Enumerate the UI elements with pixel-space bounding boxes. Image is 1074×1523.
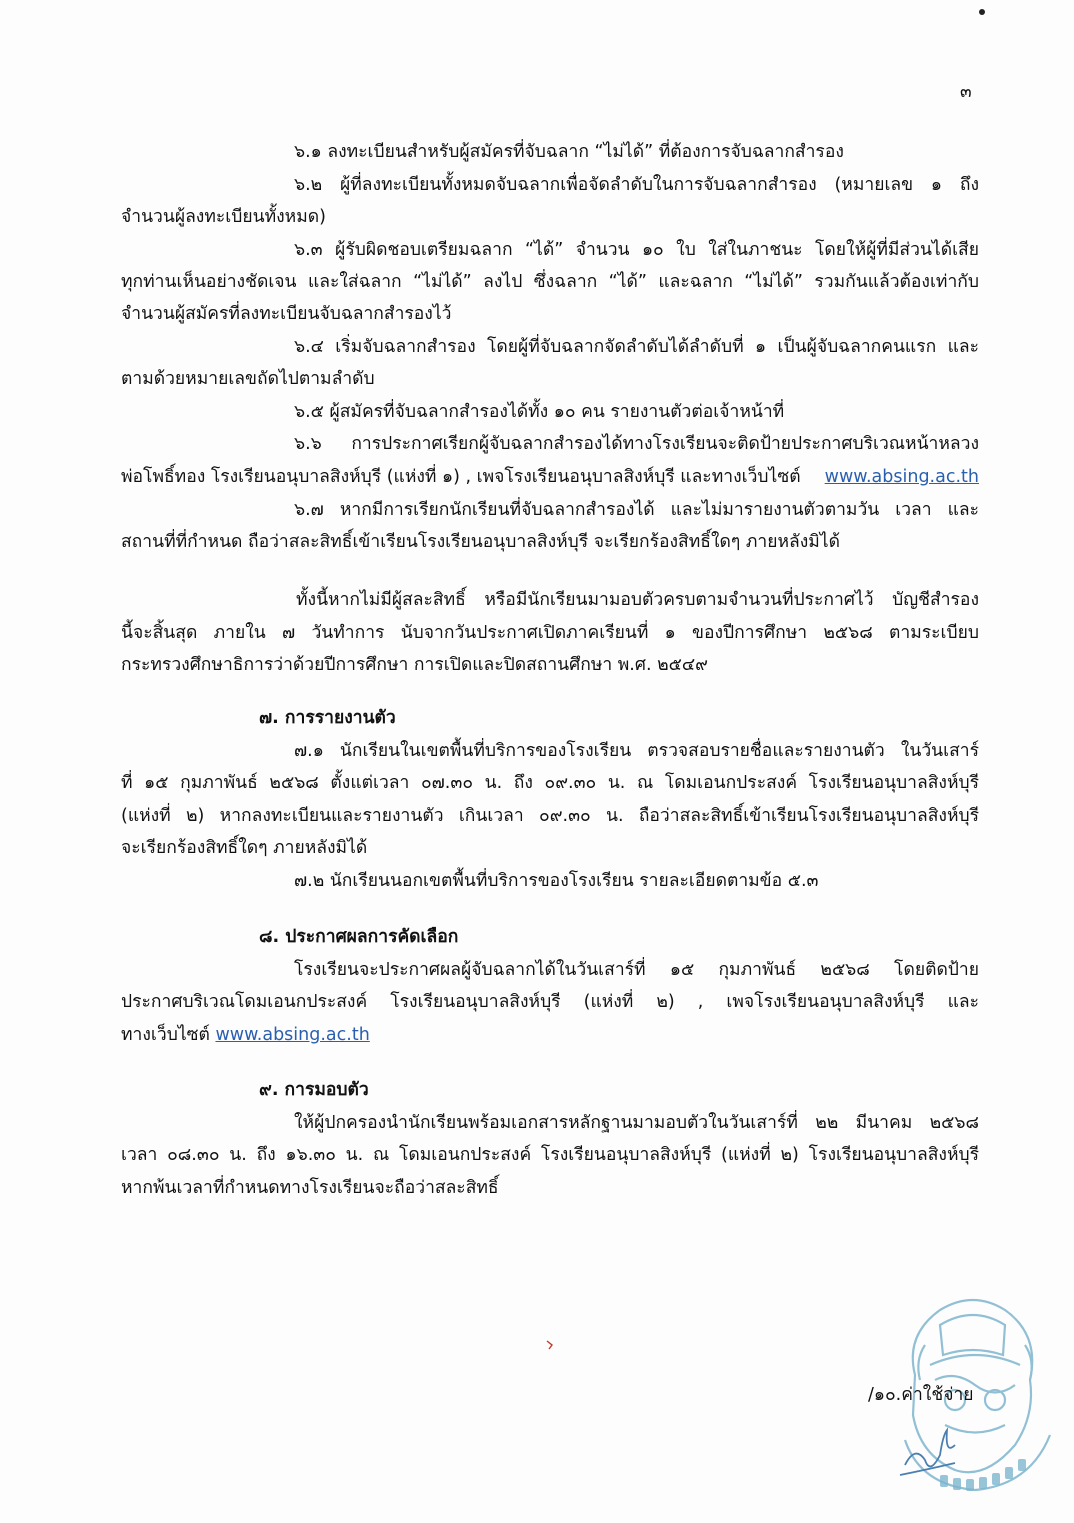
item-6-3-line2: ทุกท่านเห็นอย่างชัดเจน และใส่ฉลาก “ไม่ได้” ลงไป ซึ่งฉลาก “ได้” และฉลาก “ไม่ได้” รวมกันแล้วต้องเท่ากับ xyxy=(121,272,979,292)
section-8-line3-prefix: ทางเว็บไซต์ xyxy=(121,1025,210,1045)
section-9-heading: ๙. การมอบตัว xyxy=(259,1080,369,1100)
item-6-4-line1: ๖.๔ เริ่มจับฉลากสำรอง โดยผู้ที่จับฉลากจัดลำดับได้ลำดับที่ ๑ เป็นผู้จับฉลากคนแรก และ xyxy=(294,337,979,357)
item-6-3-line3: จำนวนผู้สมัครที่ลงทะเบียนจับฉลากสำรองไว้ xyxy=(121,304,452,324)
page-number: ๓ xyxy=(960,82,972,102)
section-8-line1: โรงเรียนจะประกาศผลผู้จับฉลากได้ในวันเสาร์ที่ ๑๕ กุมภาพันธ์ ๒๕๖๘ โดยติดป้าย xyxy=(294,960,979,980)
item-6-3-line1: ๖.๓ ผู้รับผิดชอบเตรียมฉลาก “ได้” จำนวน ๑๐ ใบ ใส่ในภาชนะ โดยให้ผู้ที่มีส่วนได้เสีย xyxy=(294,240,979,260)
item-6-5: ๖.๕ ผู้สมัครที่จับฉลากสำรองได้ทั้ง ๑๐ คน รายงานตัวต่อเจ้าหน้าที่ xyxy=(294,402,785,422)
item-6-2-line2: จำนวนผู้ลงทะเบียนทั้งหมด) xyxy=(121,207,326,227)
note-line1: ทั้งนี้หากไม่มีผู้สละสิทธิ์ หรือมีนักเรียนมามอบตัวครบตามจำนวนที่ประกาศไว้ บัญชีสำรอง xyxy=(296,590,979,610)
scan-dot xyxy=(979,9,985,15)
item-6-6-line1: ๖.๖ การประกาศเรียกผู้จับฉลากสำรองได้ทางโรงเรียนจะติดป้ายประกาศบริเวณหน้าหลวง xyxy=(294,434,979,454)
item-6-6-line2: พ่อโพธิ์ทอง โรงเรียนอนุบาลสิงห์บุรี (แห่งที่ ๑) , เพจโรงเรียนอนุบาลสิงห์บุรี และทางเว็บไซต์ xyxy=(121,467,801,487)
item-6-7-line1: ๖.๗ หากมีการเรียกนักเรียนที่จับฉลากสำรองได้ และไม่มารายงานตัวตามวัน เวลา และ xyxy=(294,500,979,520)
item-6-6-line2-row xyxy=(121,465,979,489)
item-7-2: ๗.๒ นักเรียนนอกเขตพื้นที่บริการของโรงเรียน รายละเอียดตามข้อ ๕.๓ xyxy=(294,871,819,891)
item-6-7-line2: สถานที่ที่กำหนด ถือว่าสละสิทธิ์เข้าเรียนโรงเรียนอนุบาลสิงห์บุรี จะเรียกร้องสิทธิ์ใดๆ ภายหลังมิได้ xyxy=(121,532,840,552)
item-7-1-line2: ที่ ๑๕ กุมภาพันธ์ ๒๕๖๘ ตั้งแต่เวลา ๐๗.๓๐ น. ถึง ๐๙.๓๐ น. ณ โดมเอนกประสงค์ โรงเรียนอนุบาลสิงห์บุรี xyxy=(121,773,979,793)
item-6-2-line1: ๖.๒ ผู้ที่ลงทะเบียนทั้งหมดจับฉลากเพื่อจัดลำดับในการจับฉลากสำรอง (หมายเลข ๑ ถึง xyxy=(294,175,979,195)
item-6-1: ๖.๑ ลงทะเบียนสำหรับผู้สมัครที่จับฉลาก “ไม่ได้” ที่ต้องการจับฉลากสำรอง xyxy=(294,142,844,162)
website-link[interactable]: www.absing.ac.th xyxy=(824,467,979,487)
item-6-4-line2: ตามด้วยหมายเลขถัดไปตามลำดับ xyxy=(121,369,375,389)
section-8-website-link[interactable]: www.absing.ac.th xyxy=(215,1025,370,1045)
section-8-heading: ๘. ประกาศผลการคัดเลือก xyxy=(259,927,459,947)
section-8-line3 xyxy=(121,1023,370,1047)
section-7-heading: ๗. การรายงานตัว xyxy=(259,708,396,728)
section-9-line2: เวลา ๐๘.๓๐ น. ถึง ๑๖.๓๐ น. ณ โดมเอนกประสงค์ โรงเรียนอนุบาลสิงห์บุรี (แห่งที่ ๒) โรงเรียนอนุบาลสิงห์บุรี xyxy=(121,1145,979,1165)
note-line3: กระทรวงศึกษาธิการว่าด้วยปีการศึกษา การเปิดและปิดสถานศึกษา พ.ศ. ๒๕๔๙ xyxy=(121,655,708,675)
section-8-line2: ประกาศบริเวณโดมเอนกประสงค์ โรงเรียนอนุบาลสิงห์บุรี (แห่งที่ ๒) , เพจโรงเรียนอนุบาลสิงห์บุรี และ xyxy=(121,992,979,1012)
red-mark xyxy=(545,1338,559,1352)
item-7-1-line1: ๗.๑ นักเรียนในเขตพื้นที่บริการของโรงเรียน ตรวจสอบรายชื่อและรายงานตัว ในวันเสาร์ xyxy=(294,741,979,761)
item-7-1-line3: (แห่งที่ ๒) หากลงทะเบียนและรายงานตัว เกินเวลา ๐๙.๓๐ น. ถือว่าสละสิทธิ์เข้าเรียนโรงเรียนอนุบาลสิงห์บุรี xyxy=(121,806,979,826)
next-page-continuation: /๑๐.ค่าใช้จ่าย xyxy=(868,1385,974,1405)
section-9-line1: ให้ผู้ปกครองนำนักเรียนพร้อมเอกสารหลักฐานมามอบตัวในวันเสาร์ที่ ๒๒ มีนาคม ๒๕๖๘ xyxy=(294,1113,979,1133)
note-line2: นี้จะสิ้นสุด ภายใน ๗ วันทำการ นับจากวันประกาศเปิดภาคเรียนที่ ๑ ของปีการศึกษา ๒๕๖๘ ตามระเบียบ xyxy=(121,623,979,643)
section-9-line3: หากพ้นเวลาที่กำหนดทางโรงเรียนจะถือว่าสละสิทธิ์ xyxy=(121,1178,499,1198)
item-7-1-line4: จะเรียกร้องสิทธิ์ใดๆ ภายหลังมิได้ xyxy=(121,838,368,858)
